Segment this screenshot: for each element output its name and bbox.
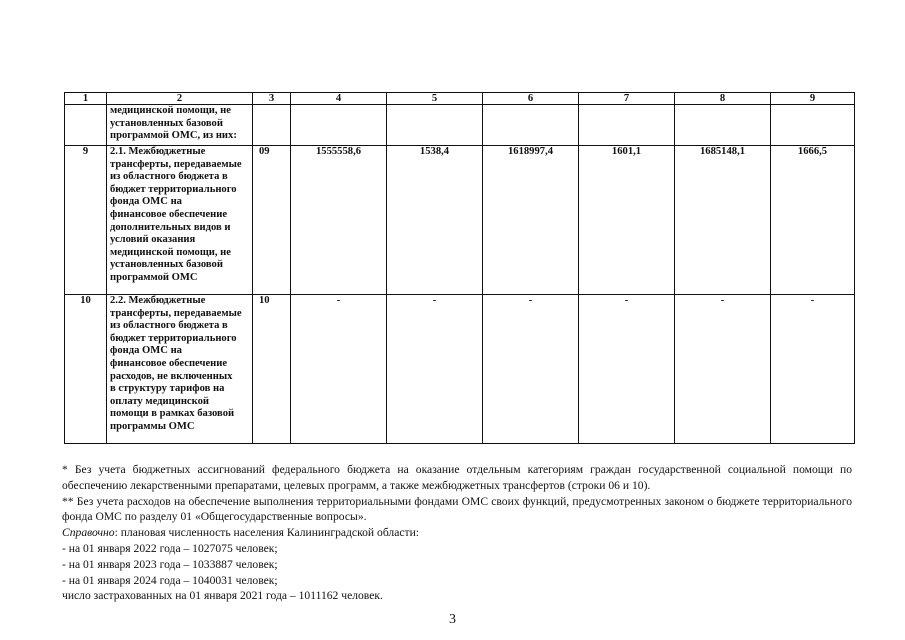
table-row (65, 105, 855, 146)
column-header: 6 (483, 93, 579, 105)
row-name-line: трансферты, передаваемые (110, 158, 242, 170)
cell-value (483, 105, 579, 146)
cell-value: 1666,5 (771, 146, 855, 295)
row-code (253, 105, 291, 146)
row-name (107, 146, 253, 295)
cell-value: 1685148,1 (675, 146, 771, 295)
cell-value (291, 105, 387, 146)
table-body (65, 93, 855, 444)
row-name-line: медицинской помощи, не (110, 246, 231, 258)
footnote-2: ** Без учета расходов на обеспечение выполнения территориальными фондами ОМС своих функций, предусмотренных законом о бюджете территориального фонда ОМС по разделу 01 «Общегосударственные вопросы». (62, 494, 852, 524)
row-name-line: бюджет территориального (110, 332, 237, 344)
row-name-line: дополнительных видов и (110, 221, 231, 233)
row-name-line: финансовое обеспечение (110, 208, 228, 220)
page-number: 3 (449, 612, 456, 627)
cell-value: - (771, 295, 855, 444)
row-name-line: финансовое обеспечение (110, 357, 228, 369)
cell-value: - (675, 295, 771, 444)
row-name (107, 105, 253, 146)
row-number (65, 105, 107, 146)
column-header: 3 (253, 93, 291, 105)
cell-value (579, 105, 675, 146)
cell-value (771, 105, 855, 146)
row-number: 10 (65, 295, 107, 444)
footnotes (62, 462, 852, 604)
row-name-line: установленных базовой (110, 117, 223, 129)
row-name-line: условий оказания (110, 234, 196, 246)
cell-value: 1601,1 (579, 146, 675, 295)
row-name-line: бюджет территориального (110, 183, 237, 195)
column-header: 2 (107, 93, 253, 105)
row-name-line: из областного бюджета в (110, 320, 228, 332)
reference-label: Справочно (62, 526, 115, 540)
row-number: 9 (65, 146, 107, 295)
insured-count: число застрахованных на 01 января 2021 года – 1011162 человек. (62, 589, 383, 603)
row-name-line: 2.1. Межбюджетные (110, 146, 206, 157)
cell-value: - (579, 295, 675, 444)
column-header: 9 (771, 93, 855, 105)
budget-table (64, 92, 855, 444)
population-2024: - на 01 января 2024 года – 1040031 человек; (62, 573, 278, 587)
row-name-line: программы ОМС (110, 420, 195, 432)
row-name (107, 295, 253, 444)
row-name-line: трансферты, передаваемые (110, 307, 242, 319)
row-name-line: программой ОМС, из них: (110, 130, 237, 142)
reference-text: : плановая численность населения Калининградской области: (114, 526, 420, 540)
cell-value: 1538,4 (387, 146, 483, 295)
row-name-line: помощи в рамках базовой (110, 408, 235, 420)
row-name-line: медицинской помощи, не (110, 105, 231, 116)
cell-value (387, 105, 483, 146)
column-header: 4 (291, 93, 387, 105)
row-name-line: в структуру тарифов на (110, 383, 225, 395)
cell-value: - (387, 295, 483, 444)
row-name-line: оплату медицинской (110, 395, 209, 407)
row-name-line: 2.2. Межбюджетные (110, 295, 206, 306)
table-row (65, 146, 855, 295)
column-header: 5 (387, 93, 483, 105)
population-2022: - на 01 января 2022 года – 1027075 человек; (62, 541, 278, 555)
column-header: 1 (65, 93, 107, 105)
row-name-line: фонда ОМС на (110, 196, 182, 208)
row-name-line: из областного бюджета в (110, 171, 228, 183)
column-header: 7 (579, 93, 675, 105)
cell-value (675, 105, 771, 146)
footnote-1: * Без учета бюджетных ассигнований федерального бюджета на оказание отдельным категориям граждан государственной социальной помощи по обеспечению лекарственными препаратами, целевых программ, а также межбюджетных трансфертов (строки 06 и 10). (62, 463, 852, 492)
row-code: 10 (253, 295, 291, 444)
cell-value: - (291, 295, 387, 444)
row-code: 09 (253, 146, 291, 295)
row-name-line: установленных базовой (110, 259, 223, 271)
column-header: 8 (675, 93, 771, 105)
reference-paragraph (62, 525, 852, 541)
table-row (65, 295, 855, 444)
row-name-line: программой ОМС (110, 271, 198, 283)
table-header-row (65, 93, 855, 105)
row-name-line: расходов, не включенных (110, 370, 233, 382)
cell-value: - (483, 295, 579, 444)
row-name-line: фонда ОМС на (110, 345, 182, 357)
cell-value: 1555558,6 (291, 146, 387, 295)
population-2023: - на 01 января 2023 года – 1033887 человек; (62, 557, 278, 571)
cell-value: 1618997,4 (483, 146, 579, 295)
